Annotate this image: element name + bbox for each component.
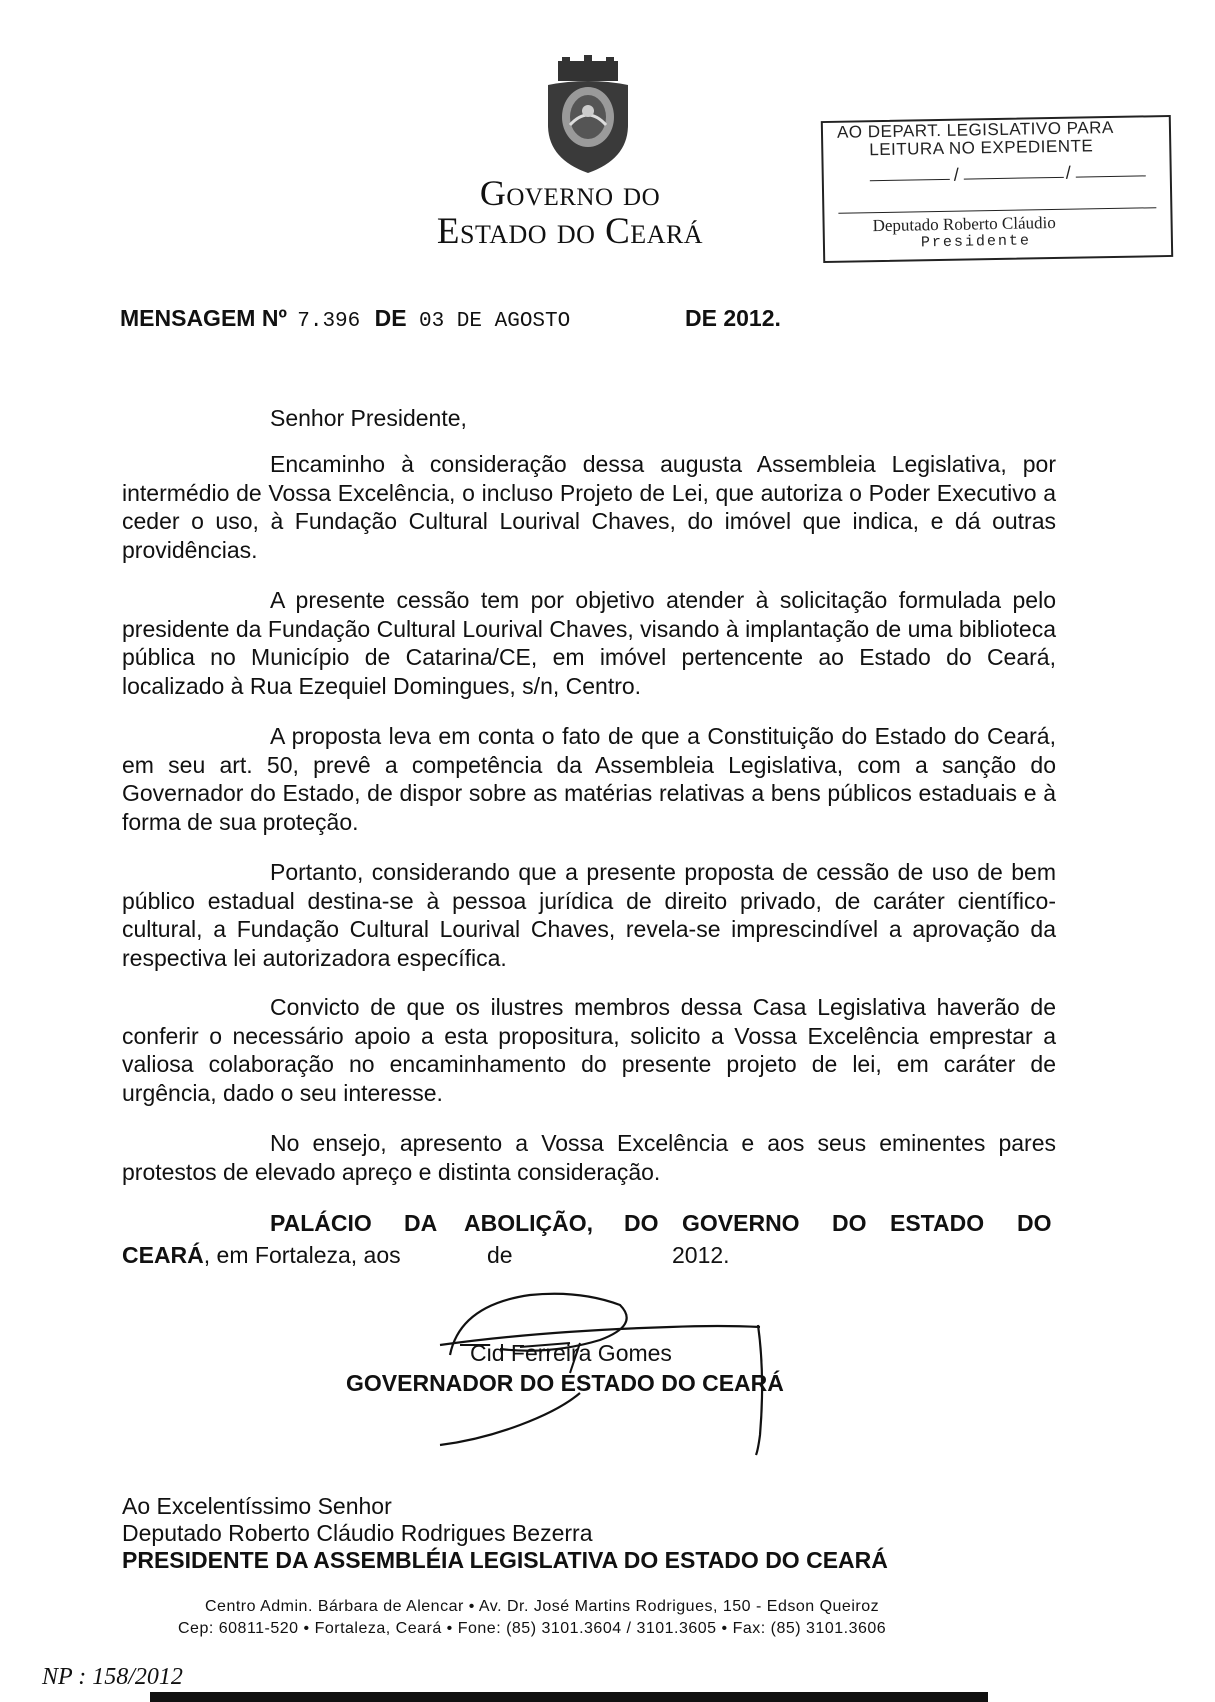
signer-title: GOVERNADOR DO ESTADO DO CEARÁ — [346, 1370, 784, 1396]
footer-contacts: Cep: 60811-520 • Fortaleza, Ceará • Fone: (85) 3101.3604 / 3101.3605 • Fax: (85) 3101.3606 — [178, 1620, 887, 1637]
body-paragraph: A proposta leva em conta o fato de que a Constituição do Estado do Ceará, em seu art. 50, prevê a competência da Assembleia Legislativa, com a sanção do Governador do Estado, de dispor sobre as matérias relativas a bens públicos estaduais e à forma de sua proteção. — [122, 723, 1056, 835]
reception-stamp — [821, 115, 1173, 263]
body-paragraph: Portanto, considerando que a presente proposta de cessão de uso de bem público estadual destina-se à pessoa jurídica de direito privado, de caráter científico-cultural, a Fundação Cultural Lourival Chaves, revela-se imprescindível a aprovação da respectiva lei autorizadora específica. — [122, 859, 1056, 971]
closing-word: DO — [624, 1210, 659, 1236]
government-title-line1: Governo do — [479, 173, 661, 213]
message-number: 7.396 — [297, 310, 361, 333]
closing-word: GOVERNO — [682, 1210, 800, 1236]
body-paragraph: A presente cessão tem por objetivo atender à solicitação formulada pelo presidente da Fundação Cultural Lourival Chaves, visando à implantação de uma biblioteca pública no Município de Catarina/CE, em imóvel pertencente ao Estado do Ceará, localizado à Rua Ezequiel Domingues, s/n, Centro. — [122, 587, 1056, 699]
stamp-line1: AO DEPART. LEGISLATIVO PARA — [836, 117, 1114, 142]
message-header — [120, 305, 781, 335]
stamp-date-separator: / — [1065, 162, 1071, 183]
footer-address: Centro Admin. Bárbara de Alencar • Av. Dr. José Martins Rodrigues, 150 - Edson Queiroz — [205, 1598, 880, 1615]
stamp-role: Presidente — [920, 232, 1032, 252]
message-date: 03 DE AGOSTO — [419, 310, 571, 333]
closing-word: ESTADO — [890, 1210, 985, 1236]
body-paragraph: No ensejo, apresento a Vossa Excelência e aos seus eminentes pares protestos de elevado apreço e distinta consideração. — [122, 1130, 1056, 1185]
message-year: DE 2012. — [685, 305, 781, 331]
stamp-line2: LEITURA NO EXPEDIENTE — [869, 136, 1094, 160]
closing-line2 — [122, 1242, 730, 1269]
closing-word: ABOLIÇÃO, — [464, 1210, 594, 1236]
body-paragraph: Convicto de que os ilustres membros dessa Casa Legislativa haverão de conferir o necessário apoio a esta propositura, solicito a Vossa Excelência emprestar a valiosa colaboração no encaminhamento do presente projeto de lei, em caráter de urgência, dado o seu interesse. — [122, 994, 1056, 1106]
handwritten-protocol-note: NP : 158/2012 — [42, 1664, 183, 1690]
recipient-line2: Deputado Roberto Cláudio Rodrigues Bezerra — [122, 1520, 593, 1546]
closing-word: DO — [1017, 1210, 1052, 1236]
body-paragraph: Encaminho à consideração dessa augusta Assembleia Legislativa, por intermédio de Vossa Excelência, o incluso Projeto de Lei, que autoriza o Poder Executivo a ceder o uso, à Fundação Cultural Lourival Chaves, do imóvel que indica, e dá outras providências. — [122, 451, 1056, 563]
closing-state: CEARÁ — [122, 1242, 204, 1268]
coat-of-arms-icon — [540, 55, 636, 175]
closing-word: DA — [404, 1210, 438, 1236]
government-title-line2: Estado do Ceará — [436, 211, 704, 252]
recipient-line3: PRESIDENTE DA ASSEMBLÉIA LEGISLATIVA DO ESTADO DO CEARÁ — [122, 1547, 888, 1573]
stamp-signature-line — [838, 207, 1156, 214]
closing-word: DO — [832, 1210, 867, 1236]
stamp-date-field — [870, 161, 1142, 188]
signer-name: Cid Ferreira Gomes — [470, 1340, 672, 1366]
stamp-date-separator: / — [953, 164, 959, 185]
recipient-line1: Ao Excelentíssimo Senhor — [122, 1493, 392, 1519]
salutation: Senhor Presidente, — [270, 405, 467, 431]
message-de: DE — [374, 305, 407, 331]
closing-word: PALÁCIO — [270, 1210, 372, 1236]
message-label: MENSAGEM Nº — [120, 305, 287, 331]
closing-place: , em Fortaleza, aos — [203, 1242, 401, 1268]
closing-year: 2012. — [672, 1242, 730, 1268]
closing-de: de — [487, 1242, 513, 1268]
stamp-deputy: Deputado Roberto Cláudio — [872, 212, 1056, 236]
